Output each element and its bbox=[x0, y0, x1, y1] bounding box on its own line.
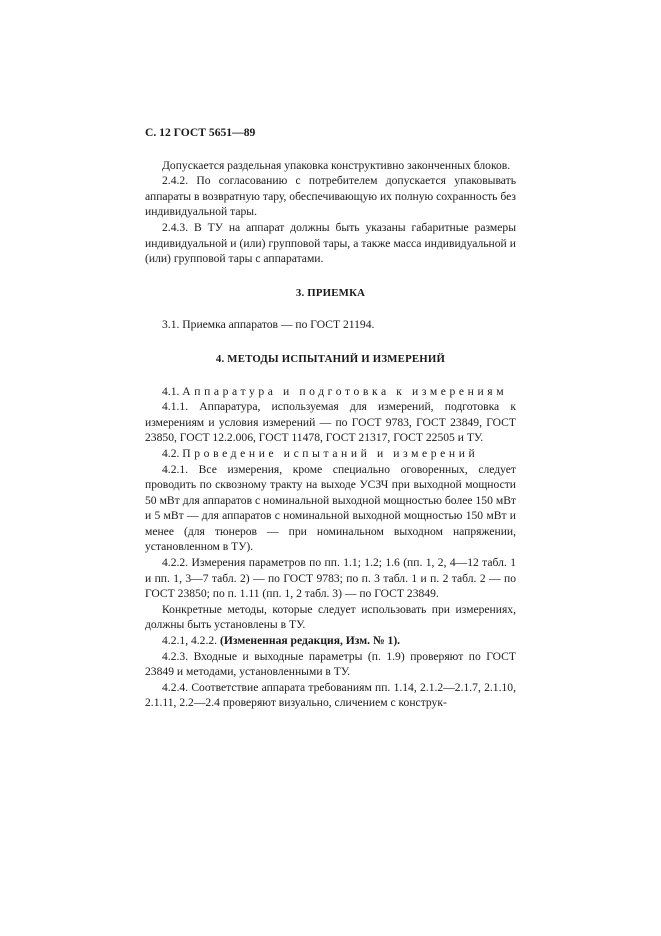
subsection-4-2-heading bbox=[145, 446, 516, 462]
paragraph-4-2-2: 4.2.2. Измерения параметров по пп. 1.1; 1.2; 1.6 (пп. 1, 2, 4—12 табл. 1 и пп. 1, 3—7 табл. 2) — по ГОСТ 9783; по п. 3 табл. 1 и п. 2 табл. 2 — по ГОСТ 23850; по п. 1.11 (пп. 1, 2 табл. 3) — по ГОСТ 23849. bbox=[145, 556, 516, 601]
section-4-title: 4. МЕТОДЫ ИСПЫТАНИЙ И ИЗМЕРЕНИЙ bbox=[215, 352, 446, 365]
subsection-4-2-number: 4.2. bbox=[162, 446, 180, 460]
subsection-4-1-heading bbox=[145, 384, 516, 400]
subsection-4-2-title: Проведение испытаний и измерений bbox=[182, 446, 479, 460]
paragraph-revision-note bbox=[145, 633, 516, 649]
paragraph-4-2-4: 4.2.4. Соответствие аппарата требованиям пп. 1.14, 2.1.2—2.1.7, 2.1.10, 2.1.11, 2.2—2.4 проверяют визуально, сличением с конструк- bbox=[145, 680, 516, 710]
revision-note-clauses: 4.2.1, 4.2.2. bbox=[162, 634, 218, 648]
revision-note-label: (Измененная редакция, Изм. № 1). bbox=[219, 634, 401, 648]
paragraph-4-2-3: 4.2.3. Входные и выходные параметры (п. 1.9) проверяют по ГОСТ 23849 и методами, установленными в ТУ. bbox=[145, 649, 516, 679]
paragraph-packaging-separate: Допускается раздельная упаковка конструктивно законченных блоков. bbox=[162, 158, 511, 172]
section-3-title: 3. ПРИЕМКА bbox=[295, 286, 366, 299]
paragraph-2-4-2: 2.4.2. По согласованию с потребителем допускается упаковывать аппараты в возвратную тару, обеспечивающую их полную сохранность без индивидуальной тары. bbox=[145, 174, 516, 219]
paragraph-4-1-1: 4.1.1. Аппаратура, используемая для измерений, подготовка к измерениям и условия измерений — по ГОСТ 9783, ГОСТ 23849, ГОСТ 23850, ГОСТ 12.2.006, ГОСТ 11478, ГОСТ 21317, ГОСТ 22505 и ТУ. bbox=[145, 400, 516, 445]
document-page bbox=[145, 125, 516, 711]
page-header: С. 12 ГОСТ 5651—89 bbox=[145, 126, 256, 139]
subsection-4-1-title: Аппаратура и подготовка к измерениям bbox=[182, 384, 508, 398]
paragraph-concrete-methods: Конкретные методы, которые следует использовать при измерениях, должны быть установлены в ТУ. bbox=[145, 602, 516, 632]
paragraph-3-1: 3.1. Приемка аппаратов — по ГОСТ 21194. bbox=[162, 318, 375, 332]
paragraph-2-4-3: 2.4.3. В ТУ на аппарат должны быть указаны габаритные размеры индивидуальной и (или) групповой тары, а также масса индивидуальной и (или) групповой тары с аппаратами. bbox=[145, 220, 516, 266]
paragraph-4-2-1: 4.2.1. Все измерения, кроме специально оговоренных, следует проводить по сквозному тракту на выходе УСЗЧ при выходной мощности 50 мВт для аппаратов с номинальной выходной мощностью более 150 мВт и 5 мВт — для аппаратов с номинальной выходной мощностью 150 мВт и менее (для тюнеров — при номинальном выходном напряжении, установленном в ТУ). bbox=[145, 462, 516, 554]
subsection-4-1-number: 4.1. bbox=[162, 384, 180, 398]
